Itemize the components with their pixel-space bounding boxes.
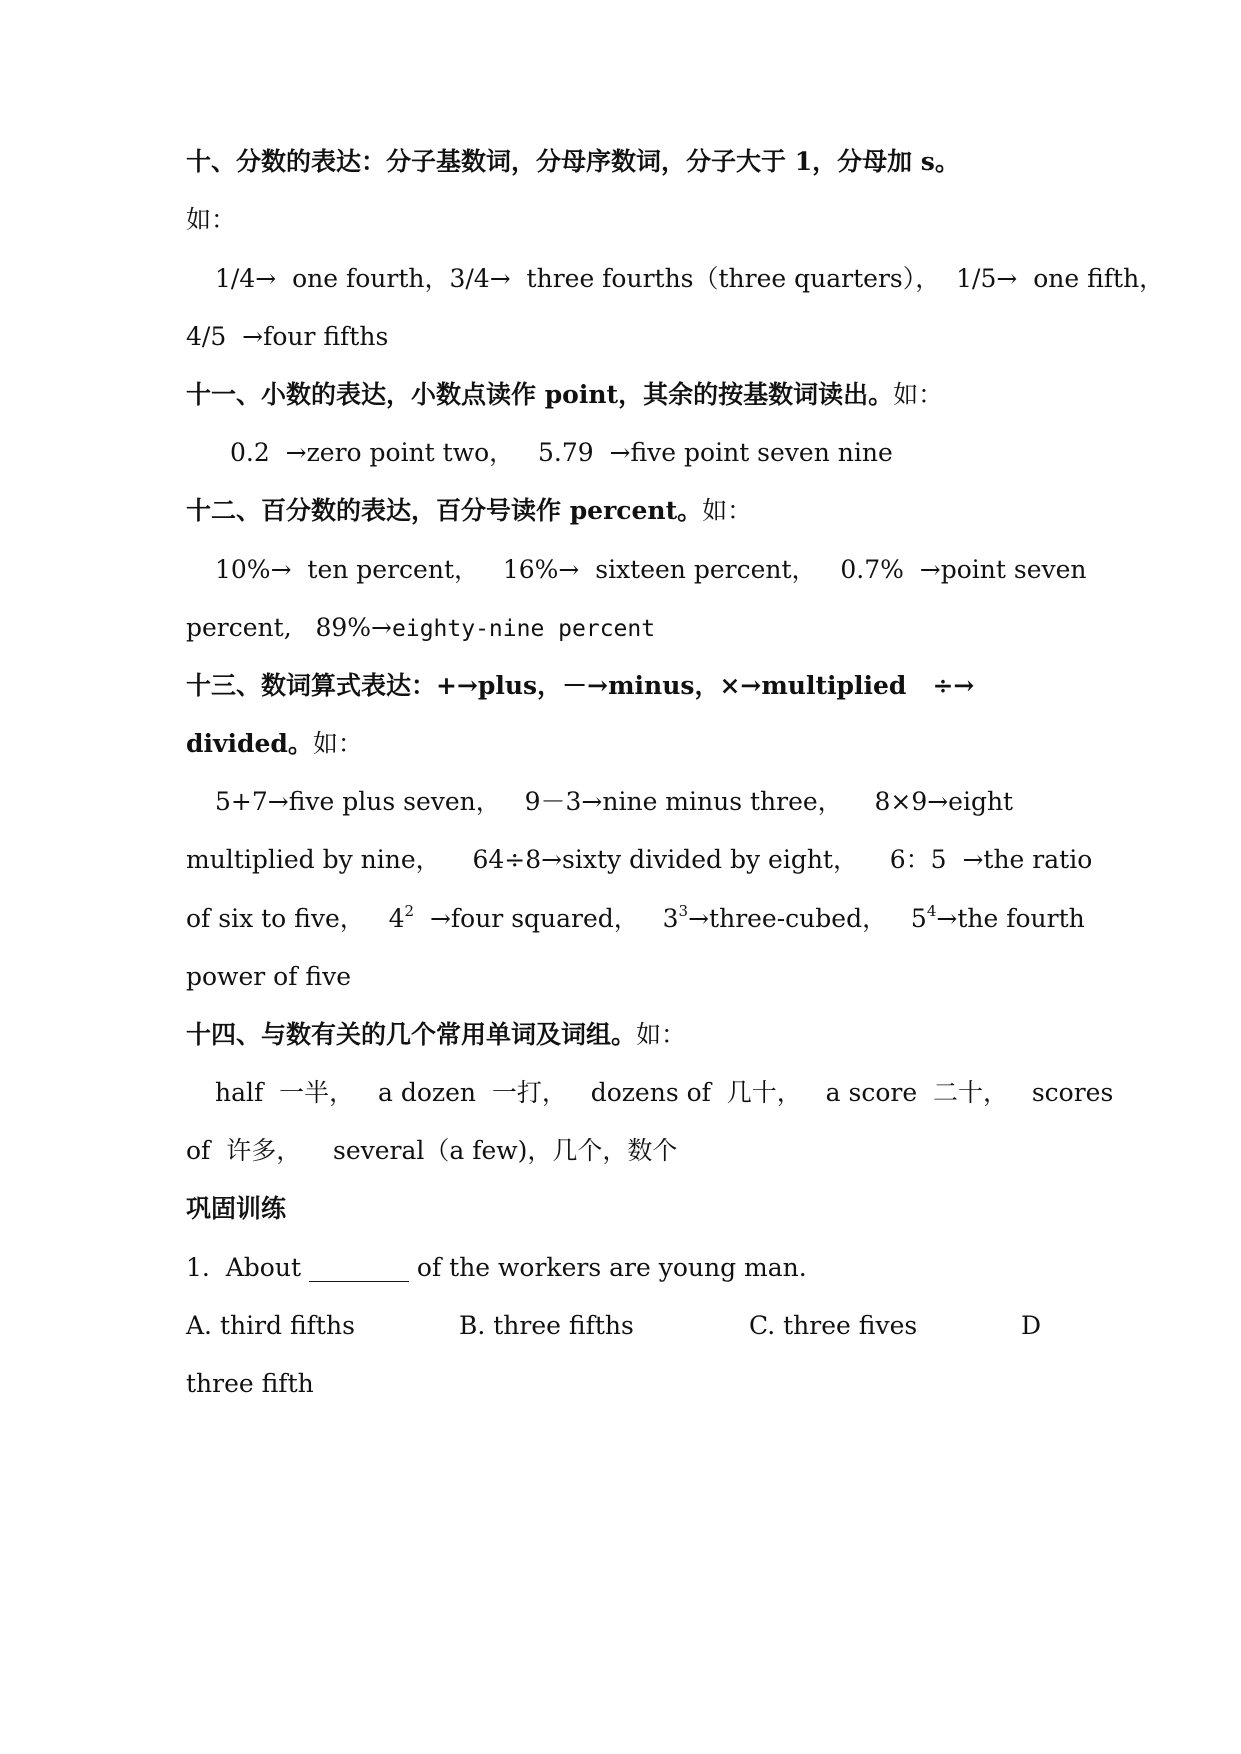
- ex3-part-1: of six to five， 4: [186, 904, 405, 933]
- ex3-sup-3: 4: [926, 902, 937, 920]
- section-14-heading: [186, 1019, 686, 1051]
- section-14-heading-text: 十四、与数有关的几个常用单词及词组。: [186, 1020, 637, 1049]
- section-14-ru-label: 如：: [636, 1020, 687, 1049]
- section-13-heading-cont: [186, 728, 363, 760]
- section-13-ru-label: 如：: [312, 729, 363, 758]
- section-13-example-line-3: [186, 903, 1085, 935]
- section-10-ru-label: 如：: [186, 205, 237, 234]
- section-13-heading-text: 十三、数词算式表达：+→plus，－→minus，×→multiplied ÷→: [186, 671, 975, 700]
- question-1-option-c: C. three fives: [749, 1311, 918, 1340]
- section-11-example-line-1: 0.2 →zero point two， 5.79 →five point seven nine: [230, 438, 893, 467]
- section-10-heading-text: 十、分数的表达：分子基数词，分母序数词，分子大于 1，分母加 s。: [186, 147, 960, 176]
- section-11-heading: [186, 379, 943, 411]
- section-13-heading: [186, 670, 974, 702]
- section-12-heading: [186, 495, 752, 527]
- section-12-example-line-1: 10%→ ten percent， 16%→ sixteen percent， 0.7% →point seven: [215, 555, 1087, 584]
- question-1-option-a: A. third fifths: [186, 1311, 355, 1340]
- section-13-example-line-4: power of five: [186, 962, 351, 991]
- section-14-example-line-1: half 一半， a dozen 一打， dozens of 几十， a score 二十， scores: [215, 1078, 1114, 1107]
- ex3-part-2: →four squared， 3: [414, 904, 679, 933]
- section-13-example-line-2: multiplied by nine， 64÷8→sixty divided by eight， 6：5 →the ratio: [186, 845, 1093, 874]
- section-12-example-line-2: [186, 612, 655, 645]
- question-1-option-d-cont: three fifth: [186, 1369, 314, 1398]
- practice-heading: 巩固训练: [186, 1194, 287, 1223]
- section-11-heading-text: 十一、小数的表达，小数点读作 point，其余的按基数词读出。: [186, 380, 894, 409]
- section-12-ru-label: 如：: [702, 496, 753, 525]
- section-10-heading: [186, 146, 960, 178]
- question-1-option-b: B. three fifths: [459, 1311, 634, 1340]
- ex3-part-4: →the fourth: [936, 904, 1085, 933]
- section-10-example-line-2: 4/5 →four fifths: [186, 322, 389, 351]
- section-13-example-line-1: 5+7→five plus seven， 9－3→nine minus three， 8×9→eight: [215, 787, 1014, 816]
- section-12-example-line-2a: percent, 89%→: [186, 613, 392, 642]
- ex3-part-3: →three-cubed， 5: [688, 904, 927, 933]
- section-13-heading-text-2: divided。: [186, 729, 313, 758]
- section-10-example-line-1: 1/4→ one fourth，3/4→ three fourths（three quarters）， 1/5→ one fifth，: [215, 264, 1165, 293]
- section-11-ru-label: 如：: [893, 380, 944, 409]
- section-14-example-line-2: of 许多， several（a few)，几个，数个: [186, 1136, 678, 1165]
- ex3-sup-1: 2: [404, 902, 415, 920]
- question-1: 1. About ________ of the workers are young man.: [186, 1253, 807, 1282]
- section-12-example-line-2b: eighty-nine percent: [392, 616, 656, 642]
- ex3-sup-2: 3: [678, 902, 689, 920]
- question-1-option-d: D: [1021, 1311, 1042, 1340]
- section-12-heading-text: 十二、百分数的表达，百分号读作 percent。: [186, 496, 703, 525]
